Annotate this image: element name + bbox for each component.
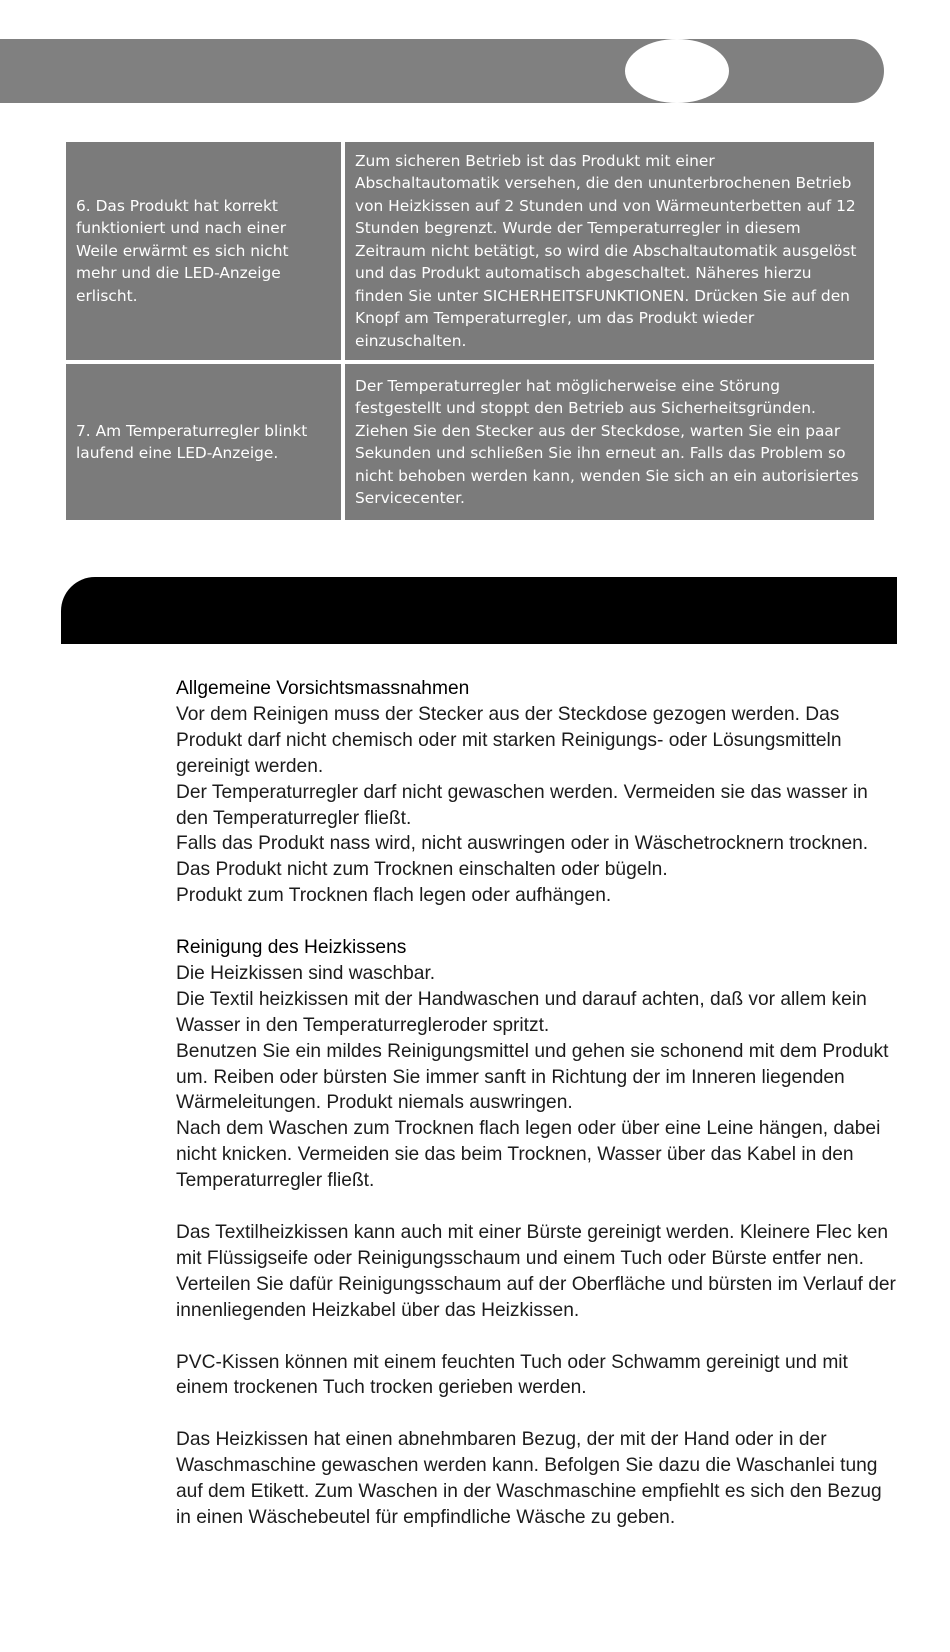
paragraph: Falls das Produkt nass wird, nicht auswringen oder in Wäschetrocknern trocknen. Das Produkt nicht zum Trocknen einschalten oder bügeln. — [176, 833, 869, 881]
cleaning-instructions — [176, 676, 896, 1531]
solution-cell — [345, 364, 874, 520]
paragraph: Benutzen Sie ein mildes Reinigungsmittel und gehen sie schonend mit dem Produkt um. Reiben oder bürsten Sie immer sanft in Richtung der im Inneren liegenden Wärmeleitungen. Produkt niemals auswringen. — [176, 1040, 889, 1114]
paragraph: Das Heizkissen hat einen abnehmbaren Bezug, der mit der Hand oder in der Waschmaschine gewaschen werden kann. Befolgen Sie dazu die Waschanlei tung auf dem Etikett. Zum Waschen in der Waschmaschine empfiehlt es sich den Bezug in einen Wäschebeutel für empfindliche Wäsche zu geben. — [176, 1429, 882, 1528]
problem-cell — [66, 142, 341, 360]
problem-text: 7. Am Temperaturregler blinkt laufend eine LED-Anzeige. — [76, 421, 308, 462]
header-band — [0, 39, 884, 103]
table-row — [66, 364, 874, 520]
cleaning-heading: Reinigung des Heizkissens — [176, 937, 407, 959]
paragraph: Der Temperaturregler darf nicht gewaschen werden. Vermeiden sie das wasser in den Temperaturregler fließt. — [176, 781, 868, 829]
paragraph: PVC-Kissen können mit einem feuchten Tuch oder Schwamm gereinigt und mit einem trockenen Tuch trocken gerieben werden. — [176, 1351, 848, 1399]
spacer — [176, 1324, 896, 1350]
spacer — [176, 909, 896, 935]
problem-text: 6. Das Produkt hat korrekt funktioniert und nach einer Weile erwärmt es sich nicht mehr und die LED-Anzeige erlischt. — [76, 196, 289, 305]
header-page-tab — [625, 39, 729, 103]
section-header-bar — [61, 577, 897, 644]
problem-cell — [66, 364, 341, 520]
spacer — [176, 1194, 896, 1220]
paragraph: Die Textil heizkissen mit der Handwaschen und darauf achten, daß vor allem kein Wasser in den Temperaturregleroder spritzt. — [176, 988, 867, 1036]
paragraph: Vor dem Reinigen muss der Stecker aus der Steckdose gezogen werden. Das Produkt darf nicht chemisch oder mit starken Reinigungs- oder Lösungsmitteln gereinigt werden. — [176, 703, 842, 777]
solution-text: Zum sicheren Betrieb ist das Produkt mit einer Abschaltautomatik versehen, die den ununterbrochenen Betrieb von Heizkissen auf 2 Stunden und von Wärmeunterbetten auf 12 Stunden begrenzt. Wurde der Temperaturregler in diesem Zeitraum nicht betätigt, so wird die Abschaltautomatik ausgelöst und das Produkt automatisch abgeschaltet. Näheres hierzu finden Sie unter SICHERHEITSFUNKTIONEN. Drücken Sie auf den Knopf am Temperaturregler, um das Produkt wieder einzuschalten. — [355, 151, 857, 350]
paragraph: Das Textilheizkissen kann auch mit einer Bürste gereinigt werden. Kleinere Flec ken mit Flüssigseife oder Reinigungsschaum und einem Tuch oder Bürste entfer nen. Verteilen Sie dafür Reinigungsschaum auf der Oberfläche und bürsten im Verlauf der innenliegenden Heizkabel über das Heizkissen. — [176, 1222, 896, 1321]
table-row — [66, 142, 874, 360]
spacer — [176, 1401, 896, 1427]
paragraph: Produkt zum Trocknen flach legen oder aufhängen. — [176, 885, 612, 907]
solution-text: Der Temperaturregler hat möglicherweise eine Störung festgestellt und stoppt den Betrieb aus Sicherheitsgründen. Ziehen Sie den Stecker aus der Steckdose, warten Sie ein paar Sekunden und schließen Sie ihn erneut an. Falls das Problem so nicht behoben werden kann, wenden Sie sich an ein autorisiertes Servicecenter. — [355, 376, 859, 507]
paragraph: Nach dem Waschen zum Trocknen flach legen oder über eine Leine hängen, dabei nicht knicken. Vermeiden sie das beim Trocknen, Wasser über das Kabel in den Temperaturregler fließt. — [176, 1118, 881, 1192]
solution-cell — [345, 142, 874, 360]
general-precautions-heading: Allgemeine Vorsichtsmassnahmen — [176, 678, 470, 699]
paragraph: Die Heizkissen sind waschbar. — [176, 962, 436, 984]
troubleshooting-table — [66, 142, 874, 520]
